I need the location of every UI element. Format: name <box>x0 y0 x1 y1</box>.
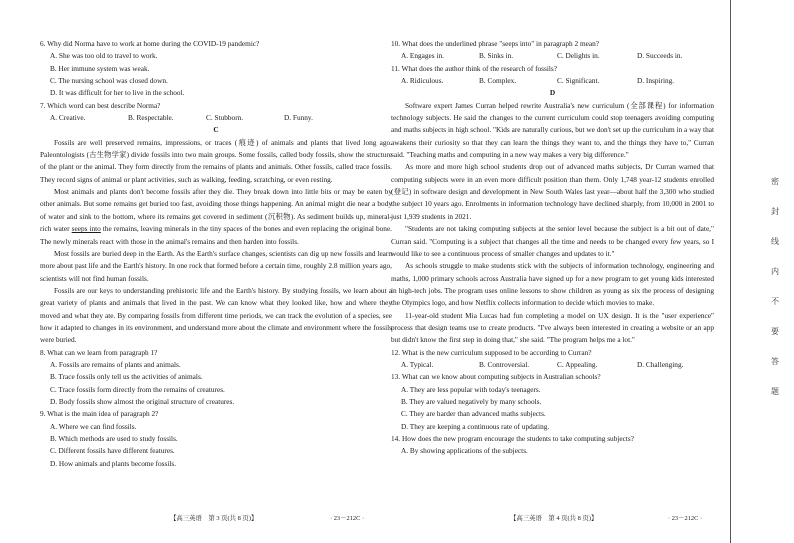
binding-char: 题 <box>771 387 779 396</box>
answer-option: B. Controversial. <box>479 359 530 369</box>
answer-option: D. Inspiring. <box>637 76 675 86</box>
question-stem: 7. Which word can best describe Norma? <box>40 100 161 110</box>
answer-option: D. How animals and plants become fossils. <box>50 458 177 468</box>
answer-option: D. They are keeping a continuous rate of updating. <box>401 421 550 431</box>
answer-option: C. Stubborn. <box>206 113 244 123</box>
binding-char: 答 <box>771 357 779 366</box>
question-stem: 8. What can we learn from paragraph 1? <box>40 347 158 357</box>
passage-paragraph: Fossils are our keys to understanding prehistoric life and the Earth's history. By studying fossils, we learn about a great variety of plants and animals that lived in the past. We can know what they looked like, how and where they moved and what they ate. By comparing fossils from different time periods, we can track the evolution of a species, see how it adapted to changes in its environment, and understand more about the climate and environment where the fossils were buried. <box>40 285 392 345</box>
binding-notice <box>769 178 781 418</box>
question-stem: 6. Why did Norma have to work at home during the COVID-19 pandemic? <box>40 39 260 48</box>
binding-margin <box>722 0 794 543</box>
answer-option: D. Body fossils show almost the original structure of creatures. <box>50 396 235 406</box>
question-stem: 11. What does the author think of the research of fossils? <box>391 63 557 73</box>
answer-option: C. Different fossils have different features. <box>50 446 175 456</box>
paragraph-text: the remains, leaving minerals in the tiny spaces of the bones and even replacing the original bone. The newly minerals react with those in the animal's remains and then harden into fossils. <box>40 224 393 246</box>
answer-option: D. Succeeds in. <box>637 51 683 61</box>
answer-option: B. Sinks in. <box>479 51 514 61</box>
answer-option: D. It was difficult for her to live in the school. <box>50 88 185 98</box>
right-column <box>391 38 714 458</box>
answer-option: B. They are valued negatively by many schools. <box>401 396 542 406</box>
answer-option: C. Appealing. <box>557 359 598 369</box>
passage-paragraph <box>40 186 392 248</box>
question-stem: 9. What is the main idea of paragraph 2? <box>40 409 159 419</box>
answer-option: C. They are harder than advanced maths subjects. <box>401 409 546 419</box>
answer-options-row <box>391 75 714 87</box>
answer-option: A. Fossils are remains of plants and animals. <box>50 359 181 369</box>
answer-option: C. Trace fossils form directly from the remains of creatures. <box>50 384 225 394</box>
binding-char: 要 <box>771 327 779 336</box>
answer-options-row <box>391 50 714 62</box>
passage-paragraph: Software expert James Curran helped rewrite Australia's new curriculum (全部课程) for information technology subjects. He said the changes to the current curriculum could stop teenagers avoiding computing and maths subjects in high school. "Kids are naturally curious, but we don't set up the curriculum in a way that awakens their curiosity so that they can learn the things they want to, and the things they have to," Curran said. "Teaching maths and computing in a new way makes a very big difference." <box>391 100 714 160</box>
passage-paragraph: "Students are not taking computing subjects at the senior level because the subject is a bit out of date," Curran said. "Computing is a subject that changes all the time and needs to be changed every few years, so I would like to see a continuous process of smaller changes and updates to it." <box>391 224 714 258</box>
section-heading: D <box>549 88 556 98</box>
answer-option: B. Respectable. <box>128 113 174 123</box>
answer-option: D. Funny. <box>284 113 313 123</box>
footer-code-right: · 23－212C · <box>668 515 703 522</box>
question-stem: 14. How does the new program encourage the students to take computing subjects? <box>391 434 634 443</box>
answer-option: D. Challenging. <box>637 359 684 369</box>
section-heading: C <box>213 125 219 135</box>
footer-code-left: · 23－212C · <box>330 515 365 522</box>
passage-paragraph: As schools struggle to make students stick with the subjects of information technology, engineering and maths, 1,000 primary schools across Australia have signed up for a new program to get young kids interested in high-tech jobs. The program uses online lessons to show children as young as six the process of designing the Olympics logo, and how Netflix collects information to decide which movies to make. <box>391 261 714 308</box>
binding-char: 密 <box>771 177 779 186</box>
footer-page-label-right: 【高三英语 第 4 页(共 8 页)】 <box>510 515 598 522</box>
answer-option: A. She was too old to travel to work. <box>50 51 158 61</box>
binding-line <box>730 0 731 543</box>
binding-char: 封 <box>771 207 779 216</box>
passage-paragraph: As more and more high school students drop out of advanced maths subjects, Dr Curran warned that computing subjects were in an even more difficult position than them. Only 1,748 year-12 students enrolled (登记) in software design and development in New South Wales last year—about half the 3,300 who studied the subject 10 years ago. Enrolments in information technology have declined sharply, from 10,000 in 2001 to just 1,939 students in 2021. <box>391 162 714 221</box>
binding-char: 不 <box>771 297 779 306</box>
answer-option: A. Engages in. <box>401 51 444 61</box>
answer-option: B. Complex. <box>479 76 517 86</box>
answer-option: C. The nursing school was closed down. <box>50 76 168 86</box>
question-stem: 12. What is the new curriculum supposed to be according to Curran? <box>391 347 592 357</box>
passage-paragraph: Fossils are well preserved remains, impressions, or traces (痕迹) of animals and plants that lived long ago. Paleontologists (古生物学家) divide fossils into two main groups. Some fossils, called body fossils, show the structure of the plant or the animal. They form directly from the remains of plants and animals. Other fossils, called trace fossils. They record signs of animal or plant activities, such as walking, feeding, scratching, or even resting. <box>40 137 392 184</box>
answer-options-row <box>40 112 392 124</box>
footer-page-label-left: 【高三英语 第 3 页(共 8 页)】 <box>170 515 258 522</box>
answer-option: C. Significant. <box>557 76 600 86</box>
question-stem: 13. What can we know about computing subjects in Australian schools? <box>391 372 601 382</box>
passage-paragraph: Most fossils are buried deep in the Earth. As the Earth's surface changes, scientists can dig up new fossils and learn more about past life and the Earth's history. In one rock that formed before a certain time, roughly 2.8 million years ago, scientists will not find human fossils. <box>40 248 392 283</box>
answer-option: A. They are less popular with today's teenagers. <box>401 384 541 394</box>
answer-option: A. By showing applications of the subjects. <box>401 446 528 456</box>
underlined-phrase: seeps into <box>71 224 101 234</box>
answer-option: A. Ridiculous. <box>401 76 444 86</box>
answer-option: C. Delights in. <box>557 51 600 61</box>
passage-paragraph: 11-year-old student Mia Lucas had fun completing a model on UX design. It is the "user experience" process that design teams use to create products. "I've always been interested in creating a website or an app but didn't know the first step in doing that," she said. "The program helps me a lot." <box>391 310 714 345</box>
question-stem: 10. What does the underlined phrase "seeps into" in paragraph 2 mean? <box>391 39 600 48</box>
binding-char: 线 <box>771 237 779 246</box>
answer-option: B. Which methods are used to study fossils. <box>50 434 178 443</box>
answer-option: B. Her immune system was weak. <box>50 63 150 73</box>
answer-option: B. Trace fossils only tell us the activities of animals. <box>50 372 203 382</box>
answer-option: A. Typical. <box>401 359 434 369</box>
binding-char: 内 <box>771 267 779 276</box>
answer-options-row <box>391 359 714 371</box>
left-column <box>40 38 392 470</box>
answer-option: A. Creative. <box>50 113 86 123</box>
answer-option: A. Where we can find fossils. <box>50 421 137 431</box>
paragraph-text: Most animals and plants don't become fossils after they die. They break down into little bits or may be eaten by other animals. But some remains get buried too fast, avoiding those things happening. An animal might die near a body of water and sink to the bottom, where its remains get covered in sediment (沉积物). As sediment builds up, mineral-rich water <box>40 187 392 234</box>
